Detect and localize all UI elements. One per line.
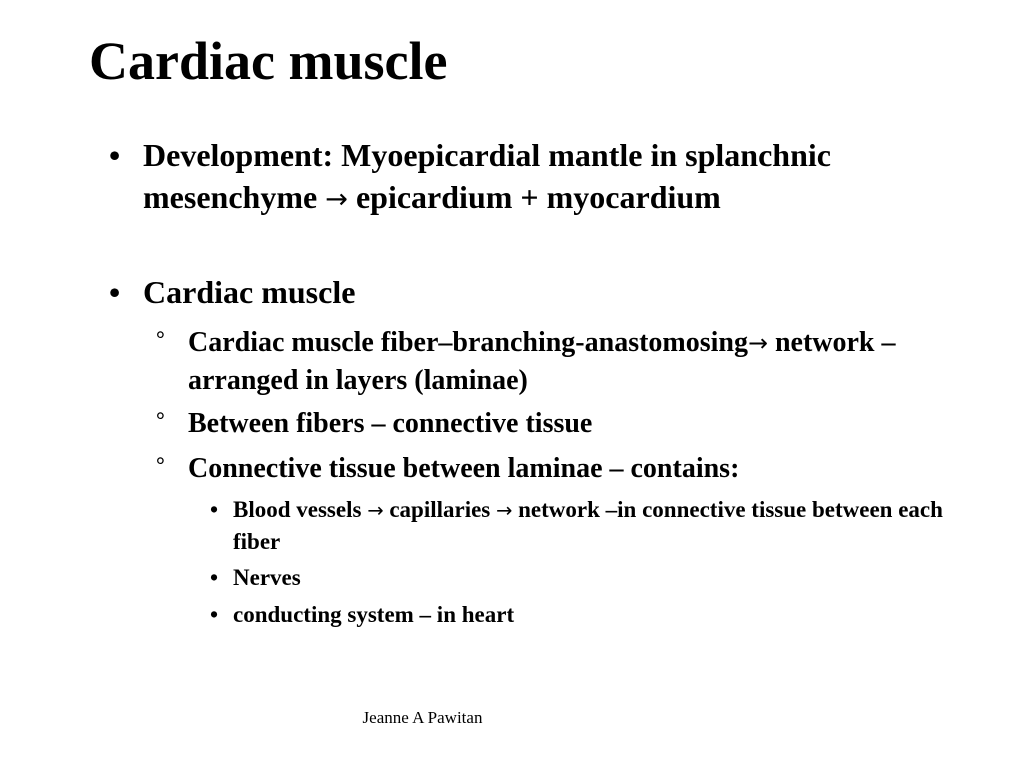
- list-item-text: Cardiac muscle fiber–branching-anastomosing→ network – arranged in layers (laminae): [188, 327, 896, 396]
- bullet-marker: °: [156, 452, 165, 477]
- list-item-text: Nerves: [233, 565, 301, 590]
- bullet-marker: •: [109, 274, 121, 310]
- footer-author: Jeanne A Pawitan: [362, 708, 483, 727]
- list-item-text: Cardiac muscle: [143, 274, 356, 310]
- arrow-right-icon: →: [496, 499, 513, 522]
- bullet-marker: °: [156, 407, 165, 432]
- list-item-text: Connective tissue between laminae – contains:: [188, 453, 740, 484]
- list-item-text: Development: Myoepicardial mantle in splanchnic mesenchyme → epicardium + myocardium: [143, 137, 831, 215]
- arrow-right-icon: →: [367, 499, 384, 522]
- bullet-marker: °: [156, 326, 165, 351]
- bullet-marker: •: [109, 137, 121, 173]
- slide-title: Cardiac muscle: [89, 31, 448, 91]
- arrow-right-icon: →: [325, 184, 348, 215]
- list-item-text: Between fibers – connective tissue: [188, 408, 593, 439]
- bullet-marker: •: [210, 602, 219, 627]
- arrow-right-icon: →: [748, 329, 768, 357]
- bullet-marker: •: [210, 497, 219, 522]
- bullet-marker: •: [210, 565, 219, 590]
- list-item-text: Blood vessels → capillaries → network –in connective tissue between each fiber: [233, 497, 943, 554]
- list-item-text: conducting system – in heart: [233, 602, 515, 627]
